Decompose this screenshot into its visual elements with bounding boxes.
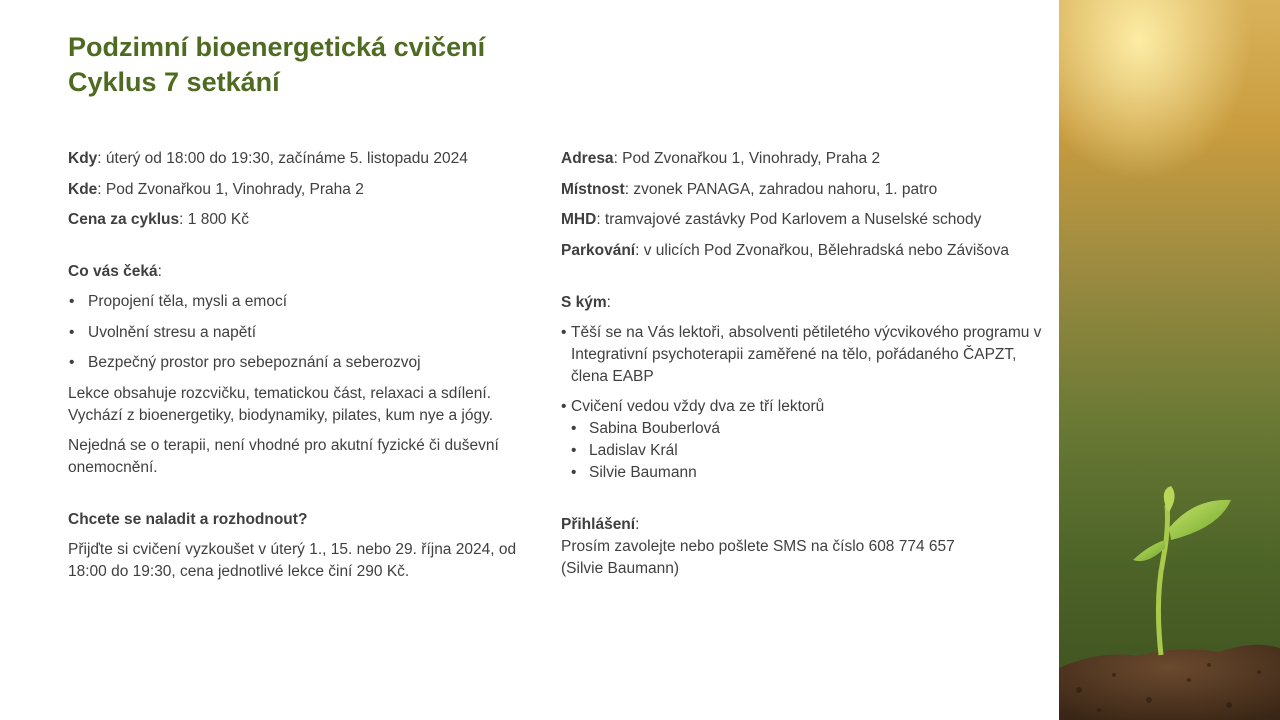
mistnost-row [561, 179, 1051, 201]
lecturers-intro: • Těší se na Vás lektoři, absolventi pětiletého výcvikového programu v Integrativní psychoterapii zaměřené na tělo, pořádaného ČAPZT, člena EABP [561, 322, 1051, 388]
seedling-photo [1059, 0, 1280, 720]
small-leaf [1133, 540, 1165, 561]
mhd-label: MHD [561, 211, 597, 228]
mistnost-label: Místnost [561, 180, 625, 198]
parkovani-row [561, 240, 1051, 262]
kde-label: Kde [68, 180, 98, 198]
mhd-row [561, 209, 1051, 231]
soil-mound [1059, 645, 1280, 720]
try-heading: Chcete se naladit a rozhodnout? [68, 510, 308, 528]
kde-value: : Pod Zvonařkou 1, Vinohrady, Praha 2 [97, 180, 364, 198]
title-line-2: Cyklus 7 setkání [68, 67, 280, 97]
co-heading-text: Co vás čeká [68, 263, 158, 280]
lecturers-list [561, 418, 1051, 484]
cena-value: : 1 800 Kč [179, 211, 249, 228]
seedling-illustration [1059, 0, 1280, 720]
prihlaseni-colon: : [635, 515, 640, 533]
parkovani-label: Parkování [561, 241, 636, 259]
prihlaseni-text: Přihlášení [561, 515, 636, 533]
try-text: Přijďte si cvičení vyzkoušet v úterý 1., 15. nebo 29. října 2024, od 18:00 do 19:30, cena jednotlivé lekce činí 290 Kč. [68, 540, 517, 580]
lesson-description: Lekce obsahuje rozcvičku, tematickou část, relaxaci a sdílení. Vychází z bioenergetiky, biodynamiky, pilates, kum nye a jógy. [68, 384, 494, 424]
kdy-value: : úterý od 18:00 do 19:30, začínáme 5. listopadu 2024 [97, 150, 468, 167]
disclaimer: Nejedná se o terapii, není vhodné pro akutní fyzické či duševní onemocnění. [68, 436, 499, 476]
benefits-list [68, 291, 548, 374]
kdy-label: Kdy [68, 150, 98, 167]
s-kym-colon: : [606, 293, 611, 311]
mistnost-value: : zvonek PANAGA, zahradou nahoru, 1. patro [624, 180, 938, 198]
list-item: • Uvolnění stresu a napětí [68, 322, 548, 344]
list-item: • Ladislav Král [589, 440, 1051, 462]
seedling-stem [1158, 505, 1167, 655]
cena-row [68, 209, 548, 231]
page-title [68, 30, 485, 100]
lecturers-lead: • Cvičení vedou vždy dva ze tří lektorů [561, 396, 1051, 418]
adresa-row [561, 148, 1051, 170]
list-item: • Bezpečný prostor pro sebepoznání a seberozvoj [68, 352, 548, 374]
left-column [68, 148, 548, 591]
s-kym-heading [561, 292, 1051, 314]
prihlaseni-person: (Silvie Baumann) [561, 559, 680, 577]
list-item: • Silvie Baumann [589, 462, 1051, 484]
parkovani-value: : v ulicích Pod Zvonařkou, Bělehradská nebo Závišova [635, 241, 1010, 259]
list-item: • Sabina Bouberlová [589, 418, 1051, 440]
co-vas-ceka-heading [68, 261, 548, 283]
mhd-value: : tramvajové zastávky Pod Karlovem a Nuselské schody [596, 211, 982, 228]
kdy-row [68, 148, 548, 170]
large-leaf [1169, 500, 1231, 540]
prihlaseni-contact: Prosím zavolejte nebo pošlete SMS na číslo 608 774 657 [561, 537, 955, 555]
adresa-label: Adresa [561, 150, 614, 167]
right-column [561, 148, 1051, 580]
list-item: • Propojení těla, mysli a emocí [68, 291, 548, 313]
prihlaseni-heading [561, 514, 1051, 536]
s-kym-text: S kým [561, 293, 607, 311]
title-line-1: Podzimní bioenergetická cvičení [68, 32, 486, 62]
kde-row [68, 179, 548, 201]
adresa-value: : Pod Zvonařkou 1, Vinohrady, Praha 2 [613, 150, 881, 167]
cena-label: Cena za cyklus [68, 211, 180, 228]
co-heading-colon: : [157, 263, 162, 280]
